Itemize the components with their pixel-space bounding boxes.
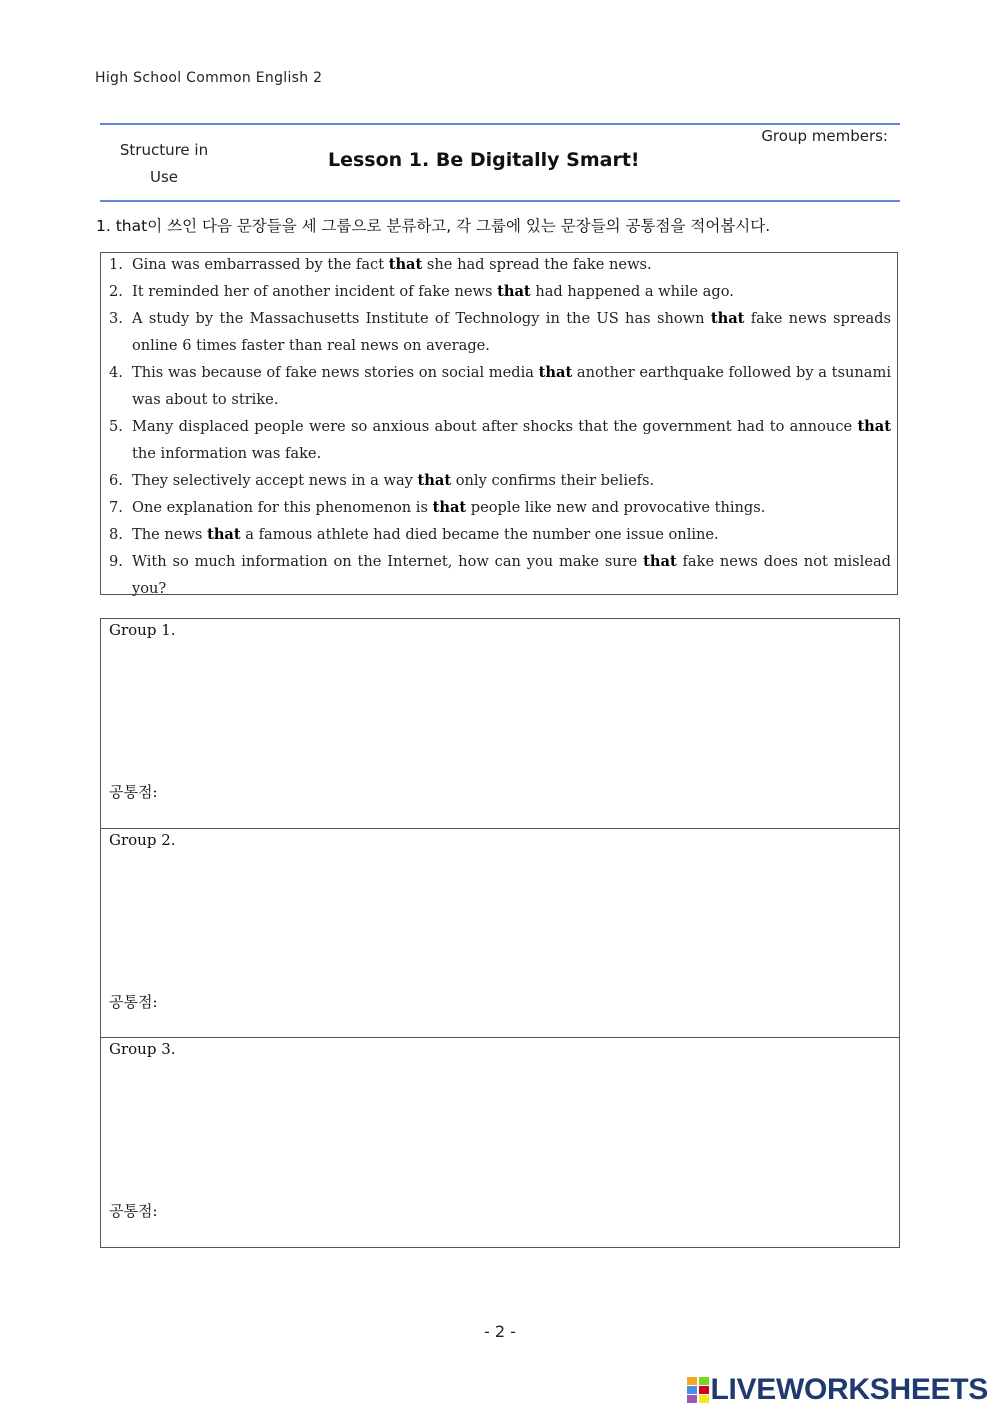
keyword-that: that <box>497 283 531 300</box>
sentence-item <box>109 521 891 548</box>
sentence-item <box>109 305 891 359</box>
lesson-header <box>100 123 900 202</box>
brand-name: LIVEWORKSHEETS <box>710 1373 988 1406</box>
group-title: Group 2. <box>109 831 176 849</box>
sentence-number: 7. <box>109 499 123 516</box>
sentence-item <box>109 548 891 602</box>
lesson-title: Lesson 1. Be Digitally Smart! <box>328 149 640 171</box>
sentence-text: With so much information on the Internet, how can you make sure that fake news does not mislead you? <box>132 553 891 597</box>
sentence-number: 9. <box>109 553 123 570</box>
sentence-item <box>109 278 891 305</box>
sentence-text: The news that a famous athlete had died became the number one issue online. <box>132 526 719 543</box>
sentence-text: This was because of fake news stories on social media that another earthquake followed by a tsunami was about to strike. <box>132 364 891 408</box>
brand-watermark[interactable] <box>687 1373 989 1407</box>
sentence-item <box>109 359 891 413</box>
sentence-number: 6. <box>109 472 123 489</box>
liveworksheets-logo-icon <box>687 1377 709 1403</box>
group-2-cell[interactable] <box>101 828 899 1037</box>
keyword-that: that <box>207 526 241 543</box>
sentence-text: They selectively accept news in a way that only confirms their beliefs. <box>132 472 655 489</box>
keyword-that: that <box>538 364 573 381</box>
section-label <box>100 137 228 191</box>
group-title: Group 3. <box>109 1040 176 1058</box>
common-point-label: 공통점: <box>109 783 158 801</box>
sentence-number: 3. <box>109 310 123 327</box>
sentence-number: 8. <box>109 526 123 543</box>
keyword-that: that <box>417 472 452 489</box>
sentence-text: Gina was embarrassed by the fact that she had spread the fake news. <box>132 256 652 273</box>
sentence-item <box>109 494 891 521</box>
group-title: Group 1. <box>109 621 176 639</box>
instruction: 1. that이 쓰인 다음 문장들을 세 그룹으로 분류하고, 각 그룹에 있는 문장들의 공통점을 적어봅시다. <box>96 217 771 235</box>
common-point-label: 공통점: <box>109 993 158 1011</box>
group-table <box>100 618 900 1248</box>
group-1-cell[interactable] <box>101 619 899 828</box>
group-members-label: Group members: <box>761 127 888 145</box>
sentence-text: A study by the Massachusetts Institute of Technology in the US has shown that fake news spreads online 6 times faster than real news on average. <box>132 310 891 354</box>
page-number: - 2 - <box>484 1322 516 1341</box>
keyword-that: that <box>857 418 891 435</box>
sentence-item <box>109 413 891 467</box>
group-3-cell[interactable] <box>101 1037 899 1246</box>
sentence-item <box>109 251 891 278</box>
sentence-text: Many displaced people were so anxious about after shocks that the government had to annouce that the information was fake. <box>132 418 891 462</box>
keyword-that: that <box>432 499 467 516</box>
sentence-number: 4. <box>109 364 123 381</box>
sentence-number: 1. <box>109 256 123 273</box>
sentence-text: It reminded her of another incident of fake news that had happened a while ago. <box>132 283 734 300</box>
keyword-that: that <box>388 256 423 273</box>
sentence-item <box>109 467 891 494</box>
keyword-that: that <box>710 310 745 327</box>
sentence-text: One explanation for this phenomenon is that people like new and provocative things. <box>132 499 766 516</box>
sentence-box <box>100 252 898 595</box>
course-name: High School Common English 2 <box>95 70 323 86</box>
sentence-number: 5. <box>109 418 123 435</box>
keyword-that: that <box>643 553 677 570</box>
common-point-label: 공통점: <box>109 1202 158 1220</box>
sentence-number: 2. <box>109 283 123 300</box>
section-label-line1: Structure in <box>119 141 209 159</box>
section-label-line2: Use <box>149 168 179 186</box>
